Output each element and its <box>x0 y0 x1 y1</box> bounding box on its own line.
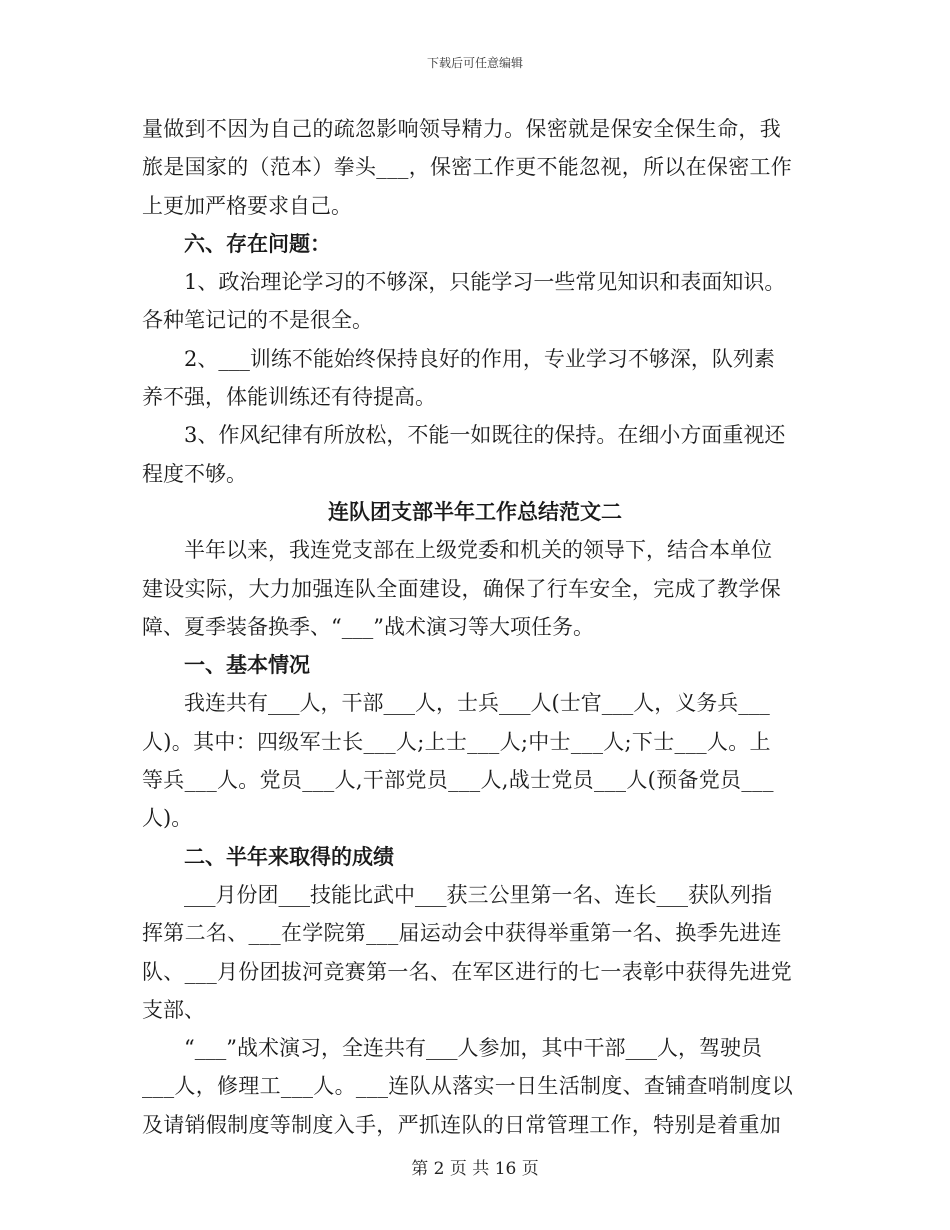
paragraph-line: 半年以来，我连党支部在上级党委和机关的领导下，结合本单位 <box>184 538 772 563</box>
paragraph-line: 旅是国家的（范本）拳头___，保密工作更不能忽视，所以在保密工作 <box>142 155 793 180</box>
paragraph-line: 程度不够。 <box>142 461 247 486</box>
page-header-note: 下载后可任意编辑 <box>426 56 523 70</box>
paragraph-line: 我连共有___人，干部___人，士兵___人(士官___人，义务兵___ <box>184 691 770 716</box>
paragraph-line: 各种笔记记的不是很全。 <box>142 308 373 333</box>
paragraph-line: 量做到不因为自己的疏忽影响领导精力。保密就是保安全保生命，我 <box>142 117 781 141</box>
paragraph-line: 建设实际，大力加强连队全面建设，确保了行车安全，完成了教学保 <box>142 576 781 601</box>
paragraph-line: ___月份团___技能比武中___获三公里第一名、连长___获队列指 <box>184 882 772 907</box>
paragraph-line: 上更加严格要求自己。 <box>142 193 352 218</box>
paragraph-line: 挥第二名、___在学院第___届运动会中获得举重第一名、换季先进连 <box>142 921 782 946</box>
page-number: 第 2 页 共 16 页 <box>411 1159 539 1179</box>
paragraph-line: 3、作风纪律有所放松，不能一如既往的保持。在细小方面重视还 <box>184 423 786 448</box>
paragraph-line: “___”战术演习，全连共有___人参加，其中干部___人，驾驶员 <box>184 1036 762 1061</box>
paragraph-line: 及请销假制度等制度入手，严抓连队的日常管理工作，特别是着重加 <box>142 1112 781 1137</box>
paragraph-line: 支部、 <box>142 997 205 1022</box>
paragraph-line: 人)。 <box>142 806 193 831</box>
paragraph-line: 1、政治理论学习的不够深，只能学习一些常见知识和表面知识。 <box>184 270 786 295</box>
paragraph-line: 障、夏季装备换季、“___”战术演习等大项任务。 <box>142 614 594 639</box>
paragraph-line: 养不强，体能训练还有待提高。 <box>142 385 436 410</box>
document-body <box>142 110 808 1144</box>
section-heading: 六、存在问题： <box>184 230 331 256</box>
paragraph-line: 2、___训练不能始终保持良好的作用，专业学习不够深，队列素 <box>184 346 775 371</box>
paragraph-line: ___人，修理工___人。___连队从落实一日生活制度、查铺查哨制度以 <box>142 1074 793 1099</box>
paragraph-line: 队、___月份团拔河竞赛第一名、在军区进行的七一表彰中获得先进党 <box>142 959 793 984</box>
paragraph-line: 等兵___人。党员___人,干部党员___人,战士党员___人(预备党员___ <box>142 768 774 793</box>
section-heading: 一、基本情况 <box>184 652 310 678</box>
section-heading: 二、半年来取得的成绩 <box>184 843 394 869</box>
paragraph-line: 人)。其中：四级军士长___人;上士___人;中士___人;下士___人。上 <box>142 729 771 754</box>
section-title: 连队团支部半年工作总结范文二 <box>328 498 622 524</box>
